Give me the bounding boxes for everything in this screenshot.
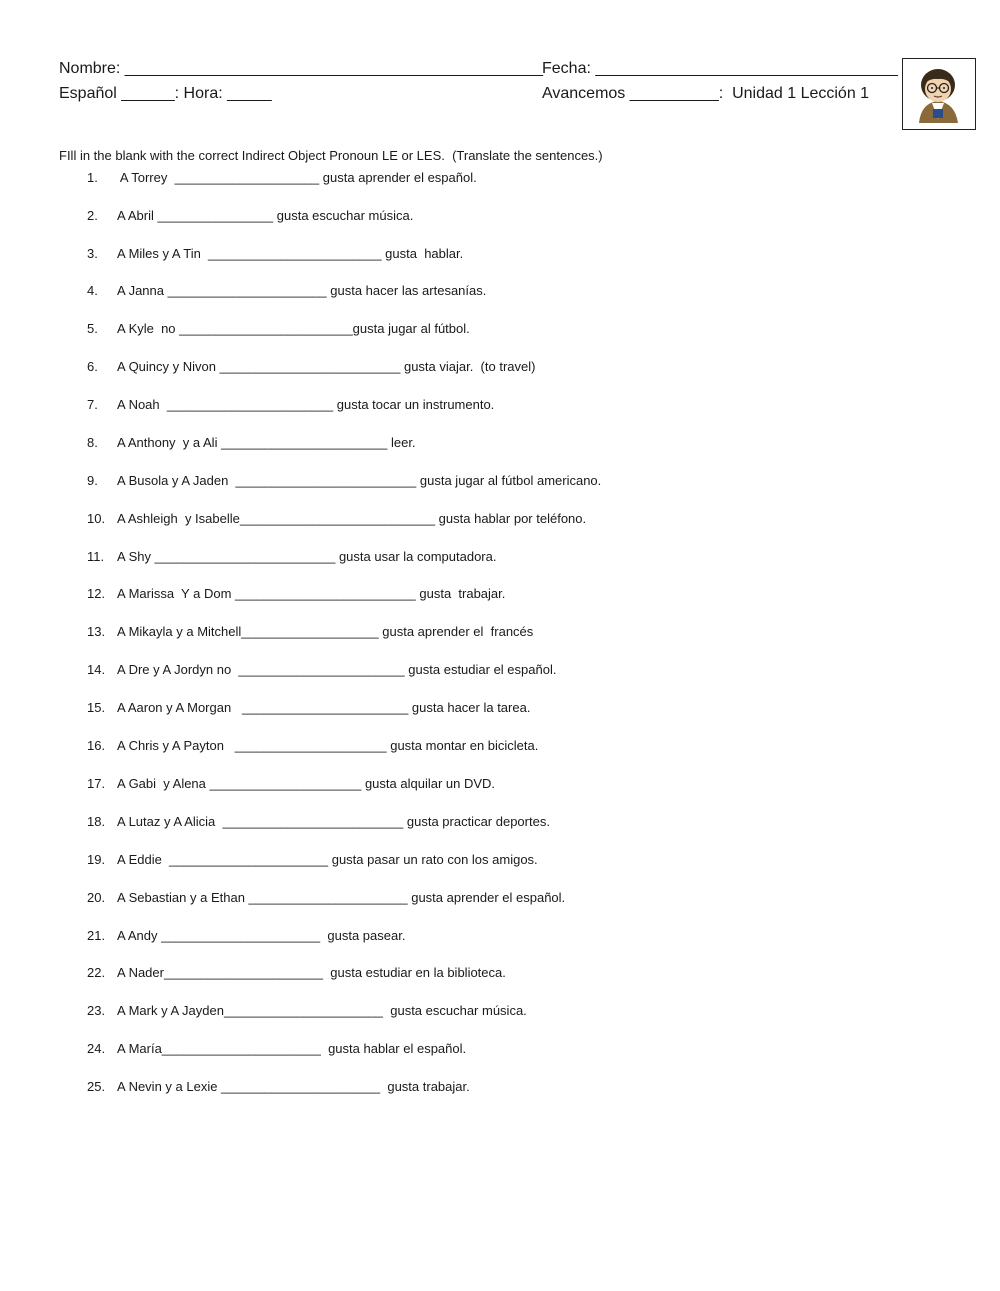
instructions-text: FIll in the blank with the correct Indirect Object Pronoun LE or LES. (Translate the sentences.) (59, 148, 603, 163)
question-text: A María______________________ gusta hablar el español. (117, 1041, 467, 1056)
teacher-avatar-image (902, 58, 976, 130)
question-text: A Andy ______________________ gusta pasear. (117, 928, 406, 943)
class-period-line[interactable]: Español ______: Hora: _____ (59, 85, 272, 102)
name-line[interactable]: Nombre: _______________________________________________ (59, 60, 544, 77)
question-text: A Kyle no ________________________gusta jugar al fútbol. (117, 321, 470, 336)
question-item[interactable] (87, 700, 530, 718)
question-text: A Aaron y A Morgan _______________________ gusta hacer la tarea. (117, 700, 531, 715)
question-number: 4. (87, 283, 98, 298)
question-item[interactable] (87, 170, 477, 188)
question-text: A Ashleigh y Isabelle___________________________ gusta hablar por teléfono. (117, 511, 587, 526)
question-number: 25. (87, 1079, 106, 1094)
question-text: A Mark y A Jayden______________________ gusta escuchar música. (117, 1003, 527, 1018)
question-number: 8. (87, 435, 98, 450)
question-text: A Anthony y a Ali _______________________ leer. (117, 435, 416, 450)
date-line[interactable]: Fecha: __________________________________ (542, 60, 898, 77)
question-item[interactable] (87, 397, 494, 415)
question-number: 6. (87, 359, 98, 374)
question-number: 21. (87, 928, 106, 943)
question-item[interactable] (87, 1003, 527, 1021)
question-number: 9. (87, 473, 98, 488)
question-item[interactable] (87, 473, 601, 491)
question-item[interactable] (87, 928, 405, 946)
question-item[interactable] (87, 662, 556, 680)
question-item[interactable] (87, 359, 535, 377)
question-text: A Noah _______________________ gusta tocar un instrumento. (117, 397, 495, 412)
question-item[interactable] (87, 208, 413, 226)
question-item[interactable] (87, 586, 505, 604)
question-number: 3. (87, 246, 98, 261)
question-item[interactable] (87, 511, 586, 529)
question-item[interactable] (87, 321, 470, 339)
question-number: 12. (87, 586, 106, 601)
question-number: 1. (87, 170, 98, 185)
question-number: 19. (87, 852, 106, 867)
question-text: A Sebastian y a Ethan ______________________ gusta aprender el español. (117, 890, 566, 905)
question-number: 2. (87, 208, 98, 223)
question-number: 5. (87, 321, 98, 336)
question-number: 10. (87, 511, 106, 526)
question-number: 14. (87, 662, 106, 677)
question-text: A Quincy y Nivon _________________________ gusta viajar. (to travel) (117, 359, 536, 374)
cartoon-teacher-icon (903, 59, 974, 128)
question-text: A Busola y A Jaden _________________________ gusta jugar al fútbol americano. (117, 473, 602, 488)
question-number: 17. (87, 776, 106, 791)
question-item[interactable] (87, 814, 550, 832)
question-text: A Mikayla y a Mitchell___________________ gusta aprender el francés (117, 624, 534, 639)
question-item[interactable] (87, 965, 506, 983)
question-text: A Miles y A Tin ________________________ gusta hablar. (117, 246, 464, 261)
question-item[interactable] (87, 1079, 470, 1097)
question-text: A Chris y A Payton _____________________ gusta montar en bicicleta. (117, 738, 539, 753)
question-text: A Shy _________________________ gusta usar la computadora. (117, 549, 497, 564)
question-text: A Abril ________________ gusta escuchar música. (117, 208, 414, 223)
question-number: 13. (87, 624, 106, 639)
question-item[interactable] (87, 890, 565, 908)
question-number: 20. (87, 890, 106, 905)
question-number: 7. (87, 397, 98, 412)
question-item[interactable] (87, 246, 463, 264)
question-number: 24. (87, 1041, 106, 1056)
question-text: A Nevin y a Lexie ______________________ gusta trabajar. (117, 1079, 470, 1094)
question-item[interactable] (87, 283, 486, 301)
question-text: A Janna ______________________ gusta hacer las artesanías. (117, 283, 487, 298)
question-number: 11. (87, 549, 105, 564)
question-item[interactable] (87, 776, 495, 794)
textbook-unit-line: Avancemos __________: Unidad 1 Lección 1 (542, 85, 870, 102)
question-text: A Dre y A Jordyn no _______________________ gusta estudiar el español. (117, 662, 557, 677)
question-text: A Nader______________________ gusta estudiar en la biblioteca. (117, 965, 506, 980)
question-item[interactable] (87, 435, 416, 453)
question-number: 18. (87, 814, 106, 829)
question-item[interactable] (87, 738, 538, 756)
question-text: A Marissa Y a Dom _________________________ gusta trabajar. (117, 586, 506, 601)
question-number: 22. (87, 965, 106, 980)
question-number: 15. (87, 700, 106, 715)
question-number: 23. (87, 1003, 106, 1018)
question-number: 16. (87, 738, 106, 753)
question-text: A Gabi y Alena _____________________ gusta alquilar un DVD. (117, 776, 496, 791)
question-item[interactable] (87, 549, 496, 567)
question-item[interactable] (87, 624, 533, 642)
question-text: A Eddie ______________________ gusta pasar un rato con los amigos. (117, 852, 538, 867)
question-item[interactable] (87, 852, 538, 870)
question-text: A Torrey ____________________ gusta aprender el español. (117, 170, 477, 185)
question-text: A Lutaz y A Alicia _________________________ gusta practicar deportes. (117, 814, 550, 829)
question-item[interactable] (87, 1041, 466, 1059)
